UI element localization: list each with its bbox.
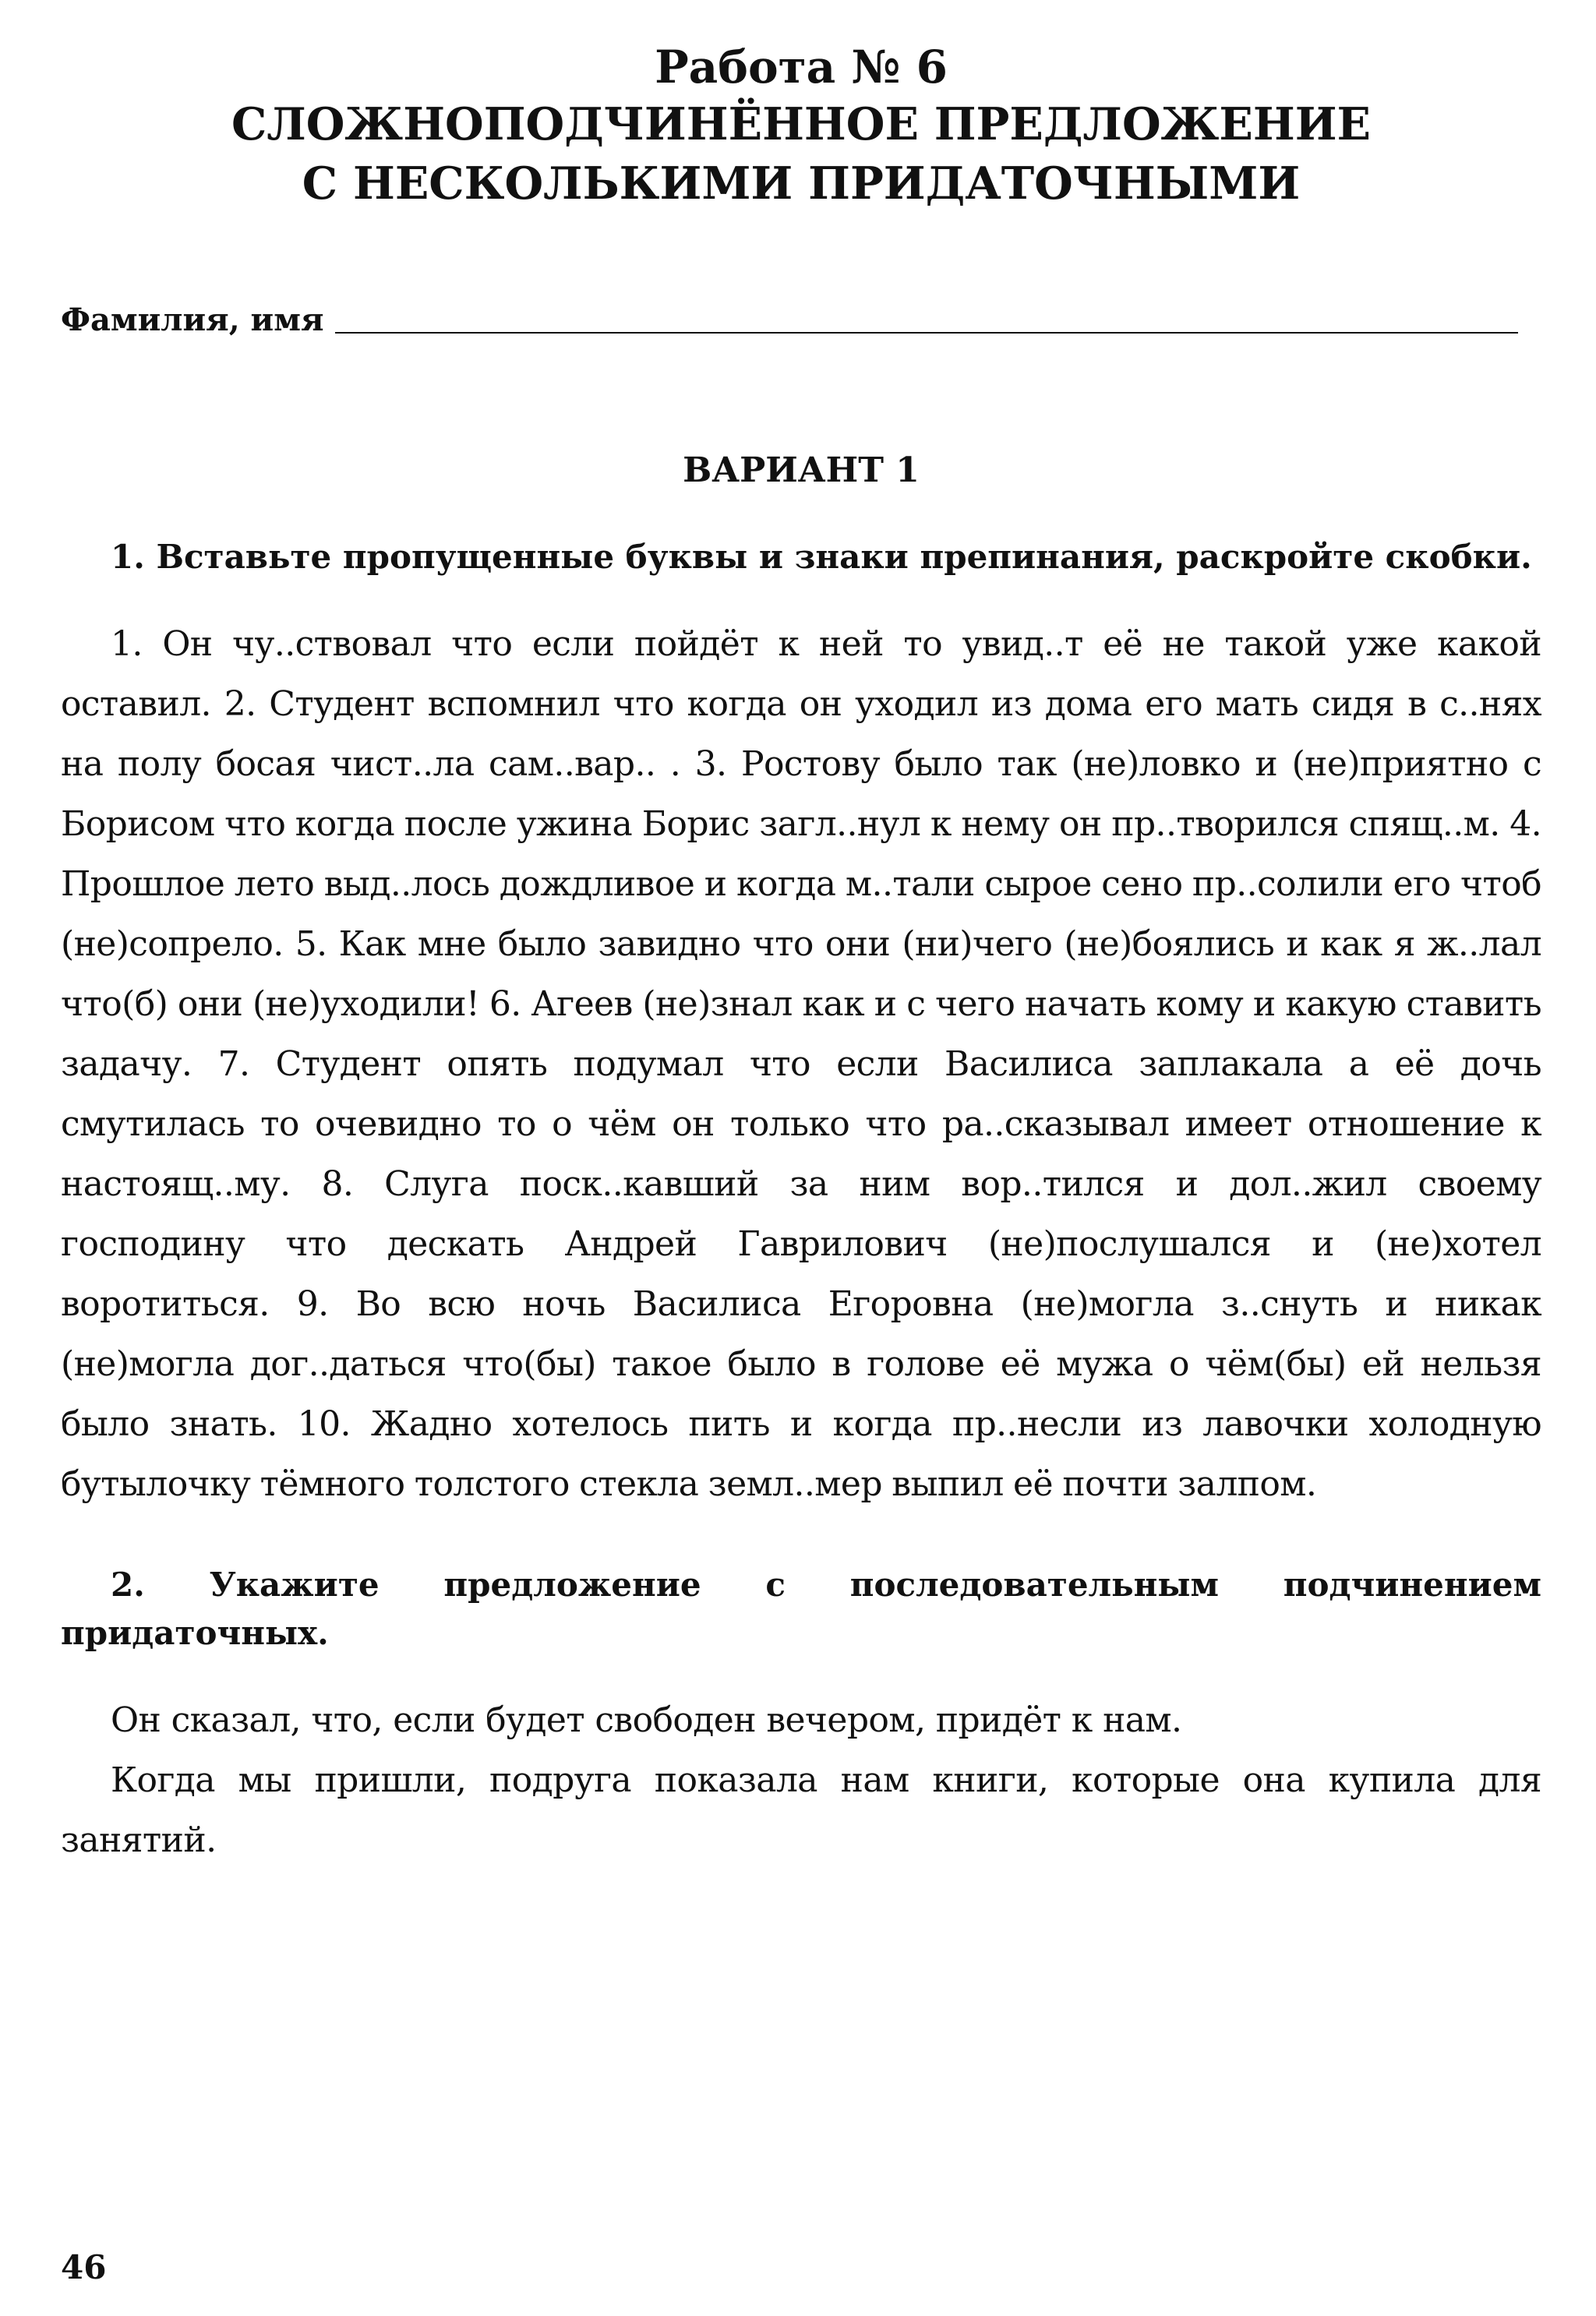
task-2-examples: [61, 1690, 1541, 1870]
title-line-2: С НЕСКОЛЬКИМИ ПРИДАТОЧНЫМИ: [302, 157, 1301, 210]
task-1-instruction: 1. Вставьте пропущенные буквы и знаки препинания, раскройте скобки.: [111, 538, 1532, 576]
page-number: 46: [61, 2248, 107, 2286]
example-sentence: Когда мы пришли, подруга показала нам книги, которые она купила для занятий.: [61, 1760, 1541, 1860]
example-sentence: Он сказал, что, если будет свободен вечером, придёт к нам.: [111, 1700, 1182, 1740]
page-title: [61, 39, 1541, 214]
title-line-1: СЛОЖНОПОДЧИНЁННОЕ ПРЕДЛОЖЕНИЕ: [231, 98, 1371, 150]
task-1-text: 1. Он чу..ствовал что если пойдёт к ней то увид..т её не такой уже какой оставил. 2. Студент вспомнил что когда он уходил из дома его мать сидя в с..нях на полу босая чист..ла сам..вар.. . 3. Ростову было так (не)ловко и (не)приятно с Борисом что когда после ужина Борис загл..нул к нему он пр..творился спящ..м. 4. Прошлое лето выд..лось дождливое и когда м..тали сырое сено пр..солили его чтоб (не)сопрело. 5. Как мне было завидно что они (ни)чего (не)боялись и как я ж..лал что(б) они (не)уходили! 6. Агеев (не)знал как и с чего начать кому и какую ставить задачу. 7. Студент опять подумал что если Василиса заплакала а её дочь смутилась то очевидно то о чём он только что ра..сказывал имеет отношение к настоящ..му. 8. Слуга поск..кавший за ним вор..тился и дол..жил своему господину что дескать Андрей Гаврилович (не)послушался и (не)хотел воротиться. 9. Во всю ночь Василиса Егоровна (не)могла з..снуть и никак (не)могла дог..даться что(бы) такое было в голове её мужа о чём(бы) ей нельзя было знать. 10. Жадно хотелось пить и когда пр..несли из лавочки холодную бутылочку тёмного толстого стекла земл..мер выпил её почти залпом.: [61, 624, 1541, 1504]
task-2-instruction: 2. Укажите предложение с последовательным подчинением придаточных.: [61, 1566, 1541, 1652]
name-blank-line: [335, 331, 1518, 334]
name-field-label: Фамилия, имя: [61, 302, 324, 338]
document-page: [61, 39, 1541, 1870]
variant-heading: ВАРИАНТ 1: [683, 450, 920, 490]
work-number: Работа № 6: [655, 41, 948, 94]
name-field: [61, 291, 1541, 338]
